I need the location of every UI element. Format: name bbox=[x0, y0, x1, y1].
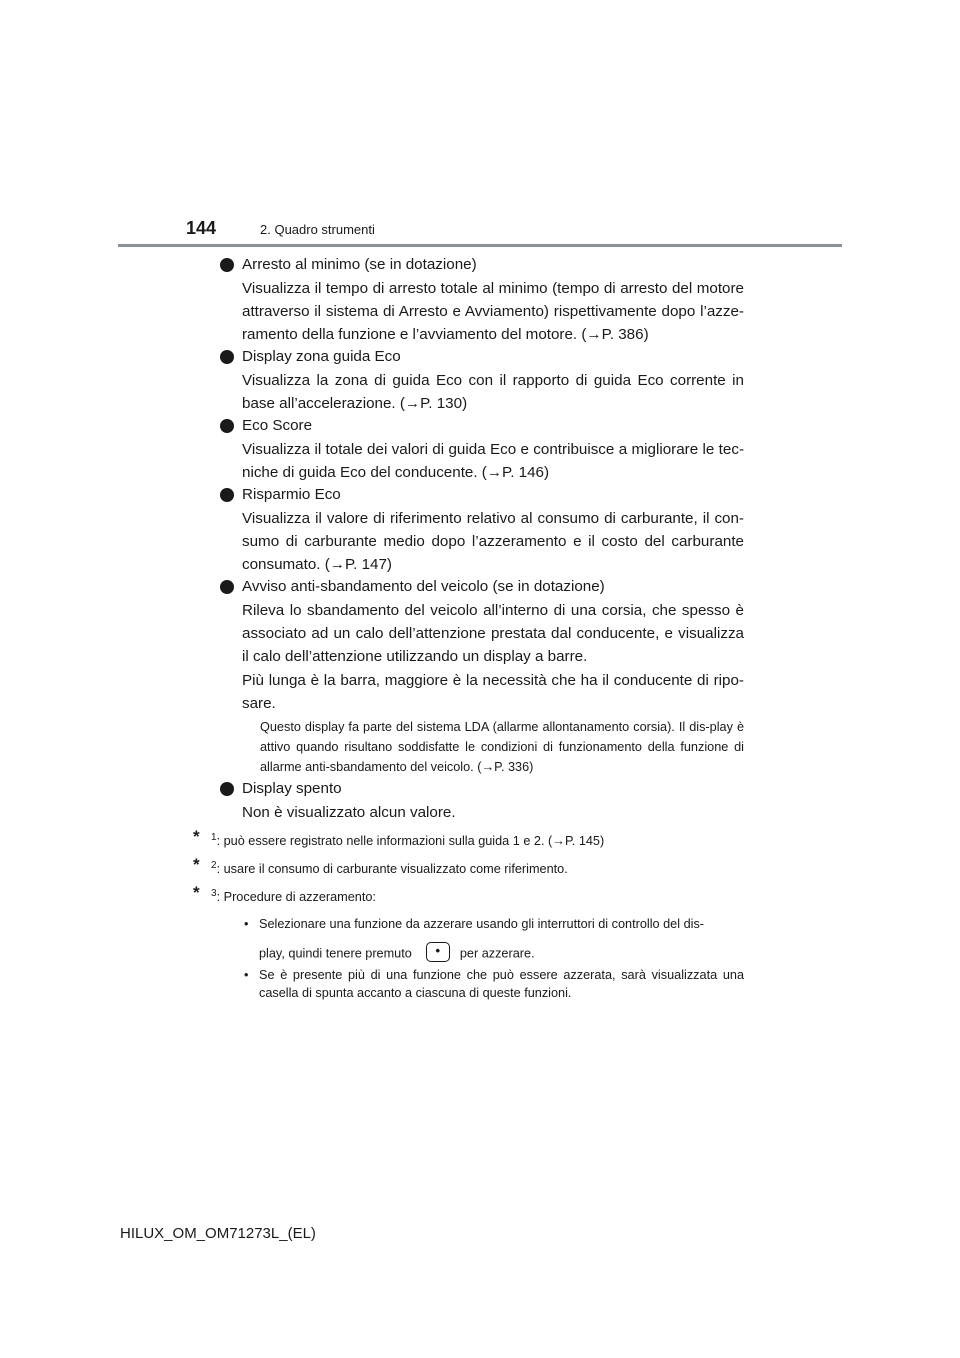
list-item bbox=[218, 778, 744, 824]
item-title: Display zona guida Eco bbox=[242, 348, 401, 365]
item-title: Arresto al minimo (se in dotazione) bbox=[242, 256, 477, 273]
bullet-icon bbox=[220, 580, 234, 594]
document-code: HILUX_OM_OM71273L_(EL) bbox=[120, 1225, 316, 1242]
item-title: Eco Score bbox=[242, 417, 313, 434]
footnote-text: : Procedure di azzeramento: bbox=[216, 890, 376, 904]
page-number: 144 bbox=[186, 218, 217, 238]
bullet-icon bbox=[220, 419, 234, 433]
list-item bbox=[218, 576, 744, 777]
sub-bullet: • bbox=[244, 917, 249, 931]
list-item bbox=[218, 415, 744, 484]
footnote bbox=[193, 883, 744, 908]
bullet-icon bbox=[220, 488, 234, 502]
footnote bbox=[193, 855, 744, 880]
item-description: Più lunga è la barra, maggiore è la necessità che ha il conducente di ripo-sare. bbox=[242, 672, 744, 712]
item-description: Visualizza il valore di riferimento relativo al consumo di carburante, il con-sumo di carburante medio dopo l’azzeramento e il costo del carburante consumato. (→P. 147) bbox=[242, 510, 744, 573]
item-title: Display spento bbox=[242, 780, 342, 797]
footnote bbox=[193, 827, 744, 852]
reset-step bbox=[244, 966, 744, 1002]
page-header bbox=[0, 0, 960, 250]
bullet-icon bbox=[220, 782, 234, 796]
item-title: Risparmio Eco bbox=[242, 486, 341, 503]
item-description: Visualizza il tempo di arresto totale al minimo (tempo di arresto del motore attraverso il sistema di Arresto e Avviamento) rispettivamente dopo l’azze-ramento della funzione e l’avviamento del motore. (→P. 386) bbox=[242, 280, 744, 343]
item-note: Questo display fa parte del sistema LDA (allarme allontanamento corsia). Il dis-play è attivo quando risultano soddisfatte le condizioni di funzionamento della funzione di allarme anti-sbandamento del veicolo. (→P. 336) bbox=[260, 720, 744, 774]
header-divider bbox=[118, 244, 842, 247]
item-description: Non è visualizzato alcun valore. bbox=[242, 804, 456, 821]
footnote-text: : usare il consumo di carburante visualizzato come riferimento. bbox=[216, 862, 568, 876]
reset-step-text: Se è presente più di una funzione che può essere azzerata, sarà visualizzata una casella di spunta accanto a ciascuna di queste funzioni. bbox=[259, 968, 744, 1000]
bullet-icon bbox=[220, 258, 234, 272]
reset-steps bbox=[194, 915, 744, 1002]
footnote-number: 3 bbox=[211, 888, 217, 899]
item-title: Avviso anti-sbandamento del veicolo (se in dotazione) bbox=[242, 578, 605, 595]
bullet-icon bbox=[220, 350, 234, 364]
item-description: Rileva lo sbandamento del veicolo all’interno di una corsia, che spesso è associato ad un calo dell’attenzione prestata dal conducente, e visualizza il calo dell’attenzione utilizzando un display a barre. bbox=[242, 602, 744, 665]
item-description: Visualizza il totale dei valori di guida Eco e contribuisce a migliorare le tec-niche di guida Eco del conducente. (→P. 146) bbox=[242, 441, 744, 481]
footnote-star: * bbox=[193, 855, 200, 874]
reset-step-text: play, quindi tenere premuto bbox=[259, 946, 412, 961]
item-description: Visualizza la zona di guida Eco con il rapporto di guida Eco corrente in base all’accelerazione. (→P. 130) bbox=[242, 372, 744, 412]
reset-step bbox=[244, 915, 744, 964]
footnote-star: * bbox=[193, 827, 200, 846]
footnote-text: : può essere registrato nelle informazioni sulla guida 1 e 2. (→P. 145) bbox=[216, 834, 605, 848]
main-content bbox=[193, 254, 744, 1002]
footnote-star: * bbox=[193, 883, 200, 902]
list-item bbox=[218, 484, 744, 576]
chapter-title: 2. Quadro strumenti bbox=[260, 222, 375, 237]
reset-step-text: per azzerare. bbox=[459, 946, 535, 961]
list-item bbox=[218, 254, 744, 346]
list-item bbox=[218, 346, 744, 415]
footnote-number: 1 bbox=[211, 832, 217, 843]
sub-bullet: • bbox=[244, 968, 249, 982]
select-key-icon: • bbox=[426, 942, 450, 962]
reset-step-text: Selezionare una funzione da azzerare usando gli interruttori di controllo del dis- bbox=[259, 917, 705, 931]
footnote-number: 2 bbox=[211, 860, 217, 871]
